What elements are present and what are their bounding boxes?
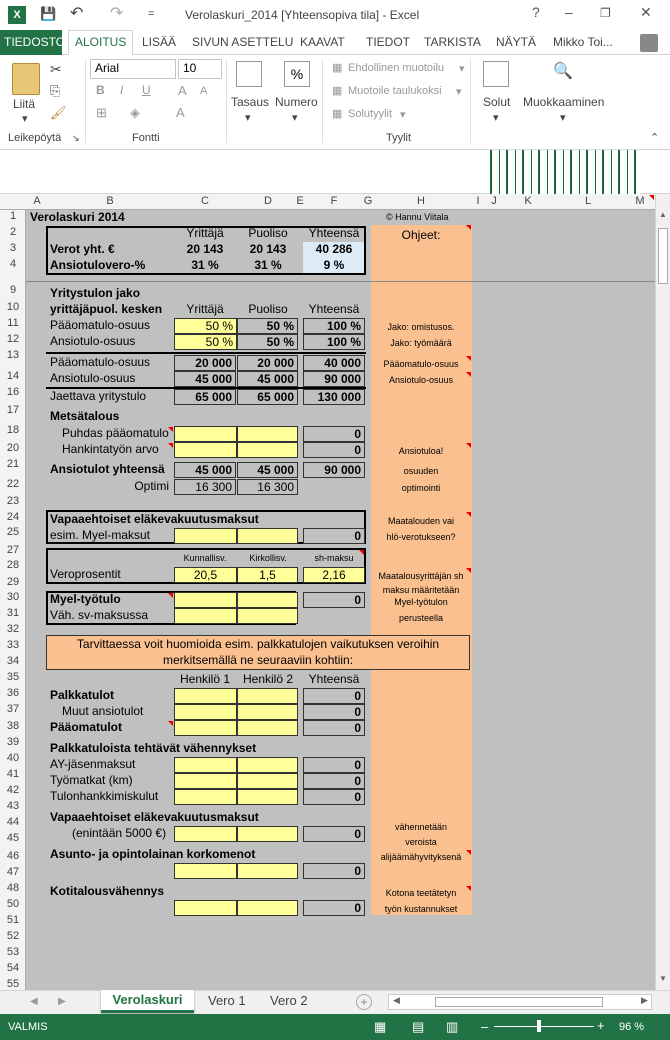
row-header[interactable]: 4	[9, 258, 17, 270]
row-header[interactable]: 24	[6, 511, 20, 523]
tab-home[interactable]: ALOITUS	[68, 30, 133, 56]
tab-page-layout[interactable]: SIVUN ASETTELU	[192, 35, 294, 49]
row-header[interactable]: 45	[6, 832, 20, 844]
label-ansiotulo-osuus[interactable]: Ansiotulo-osuus	[50, 334, 136, 348]
label-tyomatkat[interactable]: Työmatkat (km)	[50, 773, 133, 787]
comment-indicator	[466, 886, 471, 891]
editing-button[interactable]: Muokkaaminen	[523, 95, 605, 109]
value-myel-total[interactable]: 0	[303, 528, 365, 544]
underline-button[interactable]: U	[142, 83, 151, 97]
format-table-icon[interactable]: ▦	[332, 85, 343, 97]
taxes-total[interactable]: 40 286	[315, 242, 353, 256]
income-tax-label[interactable]: Ansiotulovero-%	[50, 258, 146, 272]
label-muut-ansiotulot[interactable]: Muut ansiotulot	[62, 704, 144, 718]
value-ansiotulot-puoliso[interactable]: 45 000	[237, 462, 298, 478]
note-maksu-maaritetaan: maksu määritetään	[382, 585, 460, 595]
header-henkilo1[interactable]: Henkilö 1	[179, 672, 231, 686]
normal-view-icon[interactable]: ▦	[374, 1019, 387, 1034]
input-elake-h1[interactable]	[174, 826, 237, 842]
input-puhdas-yrittaja[interactable]	[174, 426, 237, 442]
value-paaoma-total[interactable]: 100 %	[303, 318, 365, 334]
note-osuuden: osuuden	[403, 466, 439, 476]
label-puhdas-paaomatulo[interactable]: Puhdas pääomatulo	[62, 426, 169, 440]
note-myel-tyotulon: Myel-työtulon	[394, 597, 448, 607]
row-header[interactable]: 16	[6, 386, 20, 398]
value-tyomatka-total[interactable]: 0	[303, 773, 365, 789]
note-perusteella: perusteella	[398, 613, 444, 623]
label-paaomatulo-osuus[interactable]: Pääomatulo-osuus	[50, 318, 151, 332]
note-hlo-verotus: hlö-verotukseen?	[386, 532, 456, 542]
column-headers	[0, 194, 655, 210]
horizontal-scrollbar[interactable]: ◀ ▶	[388, 994, 652, 1010]
row-header[interactable]: 54	[6, 962, 20, 974]
label-jaettava[interactable]: Jaettava yritystulo	[50, 389, 147, 403]
cells-button[interactable]: Solut	[483, 95, 511, 109]
comment-indicator	[168, 721, 173, 726]
label-paaomatulo-osuus-2[interactable]: Pääomatulo-osuus	[50, 355, 151, 369]
row-header[interactable]: 43	[6, 800, 20, 812]
borders-icon[interactable]: ⊞	[96, 105, 107, 120]
input-kotitalous-h2[interactable]	[237, 900, 298, 916]
row-header[interactable]: 13	[6, 349, 20, 361]
col-header-l[interactable]: L	[584, 195, 592, 207]
row-header[interactable]: 33	[6, 639, 20, 651]
label-paaomatulot[interactable]: Pääomatulot	[50, 720, 123, 734]
collapse-ribbon-icon[interactable]: ⌃	[650, 132, 660, 144]
col-header-h[interactable]: H	[417, 195, 425, 207]
row-header[interactable]: 2	[9, 226, 17, 238]
input-hankinta-puoliso[interactable]	[237, 442, 298, 458]
comment-indicator	[466, 356, 471, 361]
note-kotona-teetatetyn: Kotona teetätetyn	[385, 888, 457, 898]
label-myel-maksut[interactable]: esim. Myel-maksut	[50, 528, 151, 542]
row-header[interactable]: 20	[6, 442, 20, 454]
row-header[interactable]: 14	[6, 370, 20, 382]
value-korko-total[interactable]: 0	[303, 863, 365, 879]
customize-qat-icon[interactable]: =	[148, 8, 155, 20]
row-header[interactable]: 53	[6, 946, 20, 958]
row-header[interactable]: 36	[6, 687, 20, 699]
input-korko-h1[interactable]	[174, 863, 237, 879]
page-break-icon[interactable]: ▥	[446, 1019, 459, 1034]
label-veroprosentit[interactable]: Veroprosentit	[50, 567, 121, 581]
input-puhdas-puoliso[interactable]	[237, 426, 298, 442]
value-jaettava-puoliso[interactable]: 65 000	[237, 389, 298, 405]
font-group-label: Fontti	[132, 132, 160, 144]
alignment-icon[interactable]	[236, 61, 262, 87]
value-kotitalous-total[interactable]: 0	[303, 900, 365, 916]
note-ansiotuloa: Ansiotuloa!	[398, 446, 444, 456]
input-myel-tyotulo-puoliso[interactable]	[237, 592, 298, 608]
percent-icon[interactable]: %	[284, 61, 310, 87]
shrink-font-button[interactable]: A	[200, 85, 208, 97]
value-ansio-eur-yrittaja[interactable]: 45 000	[174, 371, 236, 387]
sheet-tab-vero2[interactable]: Vero 2	[270, 993, 308, 1008]
comment-indicator	[466, 372, 471, 377]
col-header-i[interactable]: I	[476, 195, 480, 207]
tab-insert[interactable]: LISÄÄ	[142, 35, 177, 49]
page-layout-icon[interactable]: ▤	[412, 1019, 425, 1034]
label-optimi[interactable]: Optimi	[134, 479, 169, 493]
row-header[interactable]: 31	[6, 607, 20, 619]
comment-indicator	[359, 550, 364, 555]
row-header[interactable]: 21	[6, 458, 20, 470]
sheet-tab-vero1[interactable]: Vero 1	[208, 993, 246, 1008]
note-paaomatulo: Pääomatulo-osuus	[383, 359, 459, 369]
row-header[interactable]: 30	[6, 591, 20, 603]
status-ready: VALMIS	[8, 1021, 48, 1033]
info-text-line2[interactable]: merkitsemällä ne seuraaviin kohtiin:	[162, 653, 354, 667]
label-myel-tyotulo[interactable]: Myel-työtulo	[50, 592, 121, 606]
row-header[interactable]: 47	[6, 866, 20, 878]
note-omistusos: Jako: omistusos.	[387, 322, 455, 332]
value-paaomatulot-total[interactable]: 0	[303, 720, 365, 736]
sheet-title[interactable]: Verolaskuri 2014	[30, 210, 125, 224]
row-header[interactable]: 50	[6, 898, 20, 910]
header-yhteensa-3[interactable]: Yhteensä	[308, 672, 360, 686]
value-paaoma-eur-puoliso[interactable]: 20 000	[237, 355, 298, 371]
input-paaoma-yrittaja[interactable]: 50 %	[174, 318, 237, 334]
save-icon[interactable]: 💾	[40, 6, 57, 21]
value-puhdas-total[interactable]: 0	[303, 426, 365, 442]
add-sheet-button[interactable]: +	[356, 994, 372, 1010]
row-header[interactable]: 42	[6, 784, 20, 796]
label-enintaan[interactable]: (enintään 5000 €)	[72, 826, 167, 840]
tab-review[interactable]: TARKISTA	[424, 35, 481, 49]
zoom-level[interactable]: 96 %	[619, 1021, 645, 1033]
income-tax-puoliso[interactable]: 31 %	[254, 258, 282, 272]
label-korkomenot[interactable]: Asunto- ja opintolainan korkomenot	[50, 847, 256, 861]
col-header-m[interactable]: M	[635, 195, 645, 207]
row-header[interactable]: 35	[6, 671, 20, 683]
value-tulonhank-total[interactable]: 0	[303, 789, 365, 805]
note-tyomaara: Jako: työmäärä	[390, 338, 452, 348]
input-sh-maksu[interactable]: 2,16	[303, 567, 365, 583]
clipboard-group-label: Leikepöytä	[8, 132, 62, 144]
note-ansiotulo: Ansiotulo-osuus	[388, 375, 454, 385]
font-size-box[interactable]: 10	[178, 59, 222, 79]
row-header[interactable]: 22	[6, 478, 20, 490]
col-header-e[interactable]: E	[296, 195, 304, 207]
comment-indicator	[649, 195, 654, 200]
header-sh-maksu[interactable]: sh-maksu	[314, 553, 354, 563]
income-tax-total[interactable]: 9 %	[323, 258, 345, 272]
col-header-c[interactable]: C	[201, 195, 209, 207]
row-header[interactable]: 11	[7, 317, 19, 329]
row-header[interactable]: 29	[6, 576, 20, 588]
font-color-icon[interactable]: A	[176, 105, 185, 120]
comment-indicator	[168, 427, 173, 432]
italic-button[interactable]: I	[120, 83, 124, 97]
note-veroista: veroista	[405, 837, 437, 847]
cut-icon[interactable]: ✂	[50, 61, 62, 77]
input-korko-h2[interactable]	[237, 863, 298, 879]
info-text-line1[interactable]: Tarvittaessa voit huomioida esim. palkkatulojen vaikutuksen veroihin	[76, 637, 440, 651]
label-ay-jasenmaksut[interactable]: AY-jäsenmaksut	[50, 757, 136, 771]
input-tulonhank-h1[interactable]	[174, 789, 237, 805]
comment-indicator	[168, 593, 173, 598]
formula-bar-area	[0, 150, 670, 194]
input-myel-yrittaja[interactable]	[174, 528, 237, 544]
copy-icon[interactable]: ⎘	[50, 83, 61, 98]
label-vahennykset[interactable]: Palkkatuloista tehtävät vähennykset	[50, 741, 257, 755]
format-as-table-button[interactable]: Muotoile taulukoksi	[348, 85, 442, 97]
row-header[interactable]: 10	[6, 301, 20, 313]
row-header[interactable]: 39	[6, 736, 20, 748]
minimize-button[interactable]: –	[565, 4, 573, 20]
input-ay-h1[interactable]	[174, 757, 237, 773]
window-title: Verolaskuri_2014 [Yhteensopiva tila] - Excel	[185, 8, 420, 22]
comment-indicator	[466, 850, 471, 855]
row-header[interactable]: 46	[6, 850, 20, 862]
col-header-a[interactable]: A	[33, 195, 41, 207]
header-kunnallisv[interactable]: Kunnallisv.	[183, 553, 227, 563]
user-name[interactable]: Mikko Toi...	[553, 35, 613, 49]
value-ansiotulot-total[interactable]: 90 000	[303, 462, 365, 478]
close-button[interactable]: ✕	[640, 4, 652, 20]
value-jaettava-total[interactable]: 130 000	[303, 389, 365, 405]
input-paaoma-h1[interactable]	[174, 720, 237, 736]
row-header[interactable]: 41	[6, 768, 20, 780]
cell-styles-icon[interactable]: ▦	[332, 108, 343, 120]
hscroll-thumb[interactable]	[435, 997, 603, 1007]
font-name-box[interactable]: Arial	[90, 59, 176, 79]
conditional-format-button[interactable]: Ehdollinen muotoilu	[348, 62, 445, 74]
row-header[interactable]: 1	[9, 210, 17, 222]
alignment-dropdown-icon[interactable]: ▾	[245, 112, 251, 124]
row-header[interactable]: 52	[6, 930, 20, 942]
barcode-graphic	[490, 150, 640, 194]
ribbon-tabs	[0, 30, 670, 55]
alignment-button[interactable]: Tasaus	[231, 95, 270, 109]
input-kunnallisvero[interactable]: 20,5	[174, 567, 237, 583]
input-elake-h2[interactable]	[237, 826, 298, 842]
input-tulonhank-h2[interactable]	[237, 789, 298, 805]
header-yrittaja-2[interactable]: Yrittäjä	[186, 302, 224, 316]
scroll-thumb[interactable]	[658, 228, 668, 284]
col-header-g[interactable]: G	[363, 195, 373, 207]
input-hankinta-yrittaja[interactable]	[174, 442, 237, 458]
label-hankintatyo[interactable]: Hankintatyön arvo	[62, 442, 159, 456]
styles-group-label: Tyylit	[386, 132, 412, 144]
zoom-slider-thumb[interactable]	[537, 1020, 541, 1032]
value-elake-total[interactable]: 0	[303, 826, 365, 842]
input-palkka-h2[interactable]	[237, 688, 298, 704]
input-vah-sv-puoliso[interactable]	[237, 608, 298, 624]
row-header[interactable]: 27	[6, 544, 20, 556]
paste-dropdown-icon[interactable]: ▾	[22, 113, 28, 125]
header-puoliso-2[interactable]: Puoliso	[248, 302, 288, 316]
row-header[interactable]: 37	[6, 703, 20, 715]
input-kirkollisvero[interactable]: 1,5	[237, 567, 298, 583]
header-yhteensa-2[interactable]: Yhteensä	[308, 302, 360, 316]
status-bar	[0, 1014, 670, 1040]
comment-indicator	[466, 568, 471, 573]
scroll-up-icon[interactable]: ▲	[659, 210, 667, 219]
label-tulonhankkimis[interactable]: Tulonhankkimiskulut	[50, 789, 159, 803]
value-ansio-eur-total[interactable]: 90 000	[303, 371, 365, 387]
taxes-total-label[interactable]: Verot yht. €	[50, 242, 115, 256]
value-ay-total[interactable]: 0	[303, 757, 365, 773]
redo-icon[interactable]: ↷	[110, 5, 124, 22]
zoom-slider[interactable]	[494, 1026, 594, 1027]
row-header[interactable]: 34	[6, 655, 20, 667]
note-maatalouden: Maatalouden vai	[387, 516, 455, 526]
note-vahennetaan: vähennetään	[394, 822, 448, 832]
sheet-tab-verolaskuri[interactable]: Verolaskuri	[101, 990, 194, 1013]
row-header[interactable]: 12	[6, 333, 20, 345]
taxes-yrittaja[interactable]: 20 143	[186, 242, 224, 256]
comment-indicator	[466, 225, 471, 230]
value-paaoma-puoliso[interactable]: 50 %	[237, 318, 298, 334]
header-yhteensa[interactable]: Yhteensä	[308, 226, 360, 240]
label-ansiotulo-osuus-2[interactable]: Ansiotulo-osuus	[50, 371, 136, 385]
row-header[interactable]: 9	[9, 284, 17, 296]
ribbon: Liitä ▾ ✂ ⎘ 🖌 Leikepöytä ↘ Arial 10 B I U A A ⊞ ◈ A Fontti Tasaus ▾ % Numero ▾ ▦ Ehdollinen muotoilu ▾ ▦ Muotoile taulukoksi ▾ ▦ Solutyylit ▾ Tyylit Solut ▾ 🔍 Muokkaaminen ▾ ⌃	[0, 55, 670, 150]
label-yrittajapuol[interactable]: yrittäjäpuol. kesken	[50, 302, 163, 316]
row-header[interactable]: 32	[6, 623, 20, 635]
value-muut-total[interactable]: 0	[303, 704, 365, 720]
label-palkkatulot[interactable]: Palkkatulot	[50, 688, 115, 702]
clipboard-launcher-icon[interactable]: ↘	[72, 133, 80, 143]
tab-file[interactable]: TIEDOSTO	[0, 30, 62, 55]
number-dropdown-icon[interactable]: ▾	[292, 112, 298, 124]
worksheet-grid[interactable]	[0, 194, 655, 990]
row-header[interactable]: 51	[6, 914, 20, 926]
input-ansio-yrittaja[interactable]: 50 %	[174, 334, 237, 350]
row-header[interactable]: 3	[9, 242, 17, 254]
row-header[interactable]: 25	[6, 526, 20, 538]
paste-button[interactable]: Liitä	[13, 97, 36, 111]
input-muut-h2[interactable]	[237, 704, 298, 720]
cell-styles-button[interactable]: Solutyylit	[348, 108, 393, 120]
conditional-format-icon[interactable]: ▦	[332, 62, 343, 74]
scroll-down-icon[interactable]: ▼	[659, 974, 667, 983]
value-ansio-puoliso[interactable]: 50 %	[237, 334, 298, 350]
taxes-puoliso[interactable]: 20 143	[249, 242, 287, 256]
row-header[interactable]: 23	[6, 495, 20, 507]
label-kotitalousvahennys[interactable]: Kotitalousvähennys	[50, 884, 165, 898]
cells-icon[interactable]	[483, 61, 509, 87]
row-header[interactable]: 38	[6, 720, 20, 732]
row-header[interactable]: 18	[6, 424, 20, 436]
col-header-k[interactable]: K	[524, 195, 532, 207]
row-header[interactable]: 28	[6, 559, 20, 571]
value-paaoma-eur-total[interactable]: 40 000	[303, 355, 365, 371]
value-jaettava-yrittaja[interactable]: 65 000	[174, 389, 236, 405]
input-myel-tyotulo-yrittaja[interactable]	[174, 592, 237, 608]
title-bar	[0, 0, 670, 30]
format-painter-icon[interactable]: 🖌	[50, 105, 67, 120]
value-optimi-yrittaja[interactable]: 16 300	[174, 479, 236, 495]
binoculars-icon[interactable]: 🔍	[553, 63, 573, 80]
user-avatar[interactable]	[640, 34, 658, 52]
col-header-f[interactable]: F	[330, 195, 338, 207]
row-header[interactable]: 48	[6, 882, 20, 894]
input-palkka-h1[interactable]	[174, 688, 237, 704]
label-vah-sv[interactable]: Väh. sv-maksussa	[50, 608, 149, 622]
col-header-d[interactable]: D	[264, 195, 272, 207]
number-button[interactable]: Numero	[275, 95, 318, 109]
input-muut-h1[interactable]	[174, 704, 237, 720]
value-optimi-puoliso[interactable]: 16 300	[237, 479, 298, 495]
comment-indicator	[466, 512, 471, 517]
input-paaoma-h2[interactable]	[237, 720, 298, 736]
bold-button[interactable]: B	[96, 83, 105, 97]
undo-icon[interactable]: ↶	[70, 5, 84, 22]
value-palkka-total[interactable]: 0	[303, 688, 365, 704]
tab-formulas[interactable]: KAAVAT	[300, 35, 345, 49]
row-headers	[0, 210, 26, 990]
sheet-tab-bar	[0, 990, 670, 1014]
label-vapaaeht-elake-2[interactable]: Vapaaehtoiset eläkevakuutusmaksut	[50, 810, 259, 824]
value-ansio-eur-puoliso[interactable]: 45 000	[237, 371, 298, 387]
header-kirkollisv[interactable]: Kirkollisv.	[249, 553, 287, 563]
note-tyon-kustannukset: työn kustannukset	[384, 904, 458, 914]
note-maatalousyrittajan: Maatalousyrittäjän sh	[378, 571, 464, 581]
row-header[interactable]: 44	[6, 816, 20, 828]
excel-logo-icon: X	[8, 6, 26, 24]
value-myel-tyotulo-total[interactable]: 0	[303, 592, 365, 608]
copyright-text[interactable]: © Hannu Viitala	[386, 212, 449, 222]
label-ansiotulot-yht[interactable]: Ansiotulot yhteensä	[50, 462, 165, 476]
input-ay-h2[interactable]	[237, 757, 298, 773]
row-header[interactable]: 40	[6, 752, 20, 764]
note-alijaama: alijäämähyvityksenä	[380, 852, 462, 862]
paste-icon[interactable]	[12, 63, 40, 95]
input-myel-puoliso[interactable]	[237, 528, 298, 544]
value-ansio-total[interactable]: 100 %	[303, 334, 365, 350]
value-ansiotulot-yrittaja[interactable]: 45 000	[174, 462, 236, 478]
fill-color-icon[interactable]: ◈	[130, 105, 140, 120]
comment-indicator	[466, 443, 471, 448]
tab-data[interactable]: TIEDOT	[366, 35, 410, 49]
input-kotitalous-h1[interactable]	[174, 900, 237, 916]
grow-font-button[interactable]: A	[178, 83, 187, 98]
col-header-j[interactable]: J	[491, 195, 497, 207]
value-hankinta-total[interactable]: 0	[303, 442, 365, 458]
header-henkilo2[interactable]: Henkilö 2	[242, 672, 294, 686]
input-tyomatka-h2[interactable]	[237, 773, 298, 789]
label-vapaaeht-elake[interactable]: Vapaaehtoiset eläkevakuutusmaksut	[50, 512, 259, 526]
row-header[interactable]: 17	[6, 404, 20, 416]
header-puoliso[interactable]: Puoliso	[248, 226, 288, 240]
label-yritystulon-jako[interactable]: Yritystulon jako	[50, 286, 141, 300]
col-header-b[interactable]: B	[106, 195, 114, 207]
value-paaoma-eur-yrittaja[interactable]: 20 000	[174, 355, 236, 371]
prev-sheet-icon[interactable]: ◀	[30, 996, 38, 1007]
header-yrittaja[interactable]: Yrittäjä	[186, 226, 224, 240]
input-vah-sv-yrittaja[interactable]	[174, 608, 237, 624]
next-sheet-icon[interactable]: ▶	[58, 996, 66, 1007]
zoom-out-button[interactable]: –	[481, 1019, 489, 1034]
restore-button[interactable]: ❐	[600, 6, 611, 20]
instructions-heading: Ohjeet:	[401, 228, 441, 242]
label-metsatalous[interactable]: Metsätalous	[50, 409, 120, 423]
input-tyomatka-h1[interactable]	[174, 773, 237, 789]
zoom-in-button[interactable]: +	[597, 1018, 605, 1033]
vertical-scrollbar[interactable]	[655, 194, 670, 990]
note-optimointi: optimointi	[401, 483, 441, 493]
income-tax-yrittaja[interactable]: 31 %	[191, 258, 219, 272]
help-button[interactable]: ?	[532, 4, 540, 20]
tab-view[interactable]: NÄYTÄ	[496, 35, 537, 49]
row-header[interactable]: 55	[6, 978, 20, 990]
comment-indicator	[168, 443, 173, 448]
